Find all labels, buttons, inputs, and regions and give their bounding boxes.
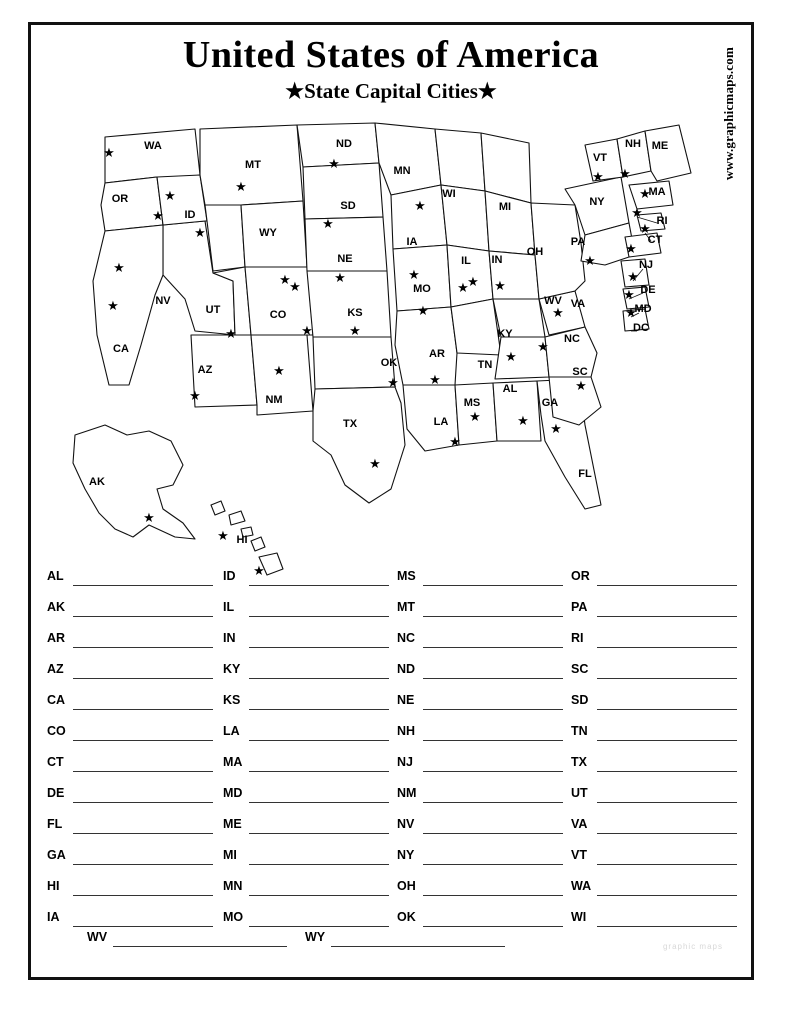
answer-row[interactable] (397, 865, 563, 896)
answer-row[interactable] (571, 803, 737, 834)
map-state-label: NY (589, 196, 605, 208)
answer-row[interactable] (397, 710, 563, 741)
write-in-blank[interactable] (423, 571, 563, 586)
answer-column-2 (223, 555, 389, 927)
capital-star-icon: ★ (494, 278, 506, 293)
write-in-blank[interactable] (73, 757, 213, 772)
capital-star-icon: ★ (253, 563, 265, 578)
map-state-label: MT (245, 159, 261, 171)
map-state-label: LA (433, 416, 449, 428)
capital-star-icon: ★ (113, 260, 125, 275)
capital-star-icon: ★ (289, 279, 301, 294)
answer-column-4 (571, 555, 737, 927)
answer-row[interactable] (223, 803, 389, 834)
answer-row[interactable] (223, 555, 389, 586)
map-state-label: HI (236, 534, 248, 546)
map-state-label: NJ (638, 259, 654, 271)
state-abbr: WI (571, 910, 587, 924)
map-state-label: WA (144, 140, 162, 152)
capital-star-icon: ★ (273, 363, 285, 378)
state-abbr: RI (571, 631, 584, 645)
state-abbr: VA (571, 817, 588, 831)
write-in-blank[interactable] (423, 602, 563, 617)
map-state-label: MI (498, 201, 512, 213)
write-in-blank[interactable] (249, 912, 389, 927)
capital-star-icon: ★ (457, 280, 469, 295)
answer-row[interactable] (47, 741, 213, 772)
answer-row[interactable] (571, 586, 737, 617)
write-in-blank[interactable] (73, 850, 213, 865)
write-in-blank[interactable] (73, 819, 213, 834)
state-abbr: MA (223, 755, 243, 769)
state-abbr: NE (397, 693, 415, 707)
write-in-blank[interactable] (423, 695, 563, 710)
map-state-label: IA (406, 236, 418, 248)
map-state-label: IL (461, 255, 471, 267)
answer-row[interactable] (47, 586, 213, 617)
map-state-label: VA (570, 298, 586, 310)
capital-star-icon: ★ (387, 375, 399, 390)
write-in-blank[interactable] (249, 602, 389, 617)
state-abbr: MN (223, 879, 243, 893)
map-state-label: DE (640, 284, 656, 296)
state-abbr: KS (223, 693, 241, 707)
state-abbr: AK (47, 600, 66, 614)
write-in-blank[interactable] (423, 757, 563, 772)
write-in-blank[interactable] (423, 912, 563, 927)
page-title: United States of America (182, 34, 600, 76)
state-abbr: MI (223, 848, 237, 862)
write-in-blank[interactable] (597, 664, 737, 679)
map-state-label: AZ (197, 364, 213, 376)
state-abbr: CO (47, 724, 66, 738)
state-abbr: MS (397, 569, 416, 583)
capital-star-icon: ★ (592, 169, 604, 184)
capital-star-icon: ★ (517, 413, 529, 428)
map-state-label: ND (336, 138, 352, 150)
map-state-label: UT (205, 304, 221, 316)
map-state-label: MO (413, 283, 431, 295)
state-abbr: SC (571, 662, 589, 676)
map-state-label: IN (491, 254, 503, 266)
capital-star-icon: ★ (349, 323, 361, 338)
answer-row[interactable] (397, 772, 563, 803)
state-abbr: LA (223, 724, 240, 738)
write-in-blank[interactable] (597, 602, 737, 617)
map-state-label: KS (347, 307, 363, 319)
map-state-label: MS (463, 397, 481, 409)
state-abbr: NH (397, 724, 416, 738)
state-abbr: MT (397, 600, 416, 614)
write-in-blank[interactable] (423, 726, 563, 741)
answer-row[interactable] (397, 617, 563, 648)
write-in-blank[interactable] (73, 726, 213, 741)
state-abbr: AZ (47, 662, 64, 676)
map-state-label: OK (380, 357, 398, 369)
capital-star-icon: ★ (279, 272, 291, 287)
answer-row[interactable] (223, 710, 389, 741)
state-abbr: ID (223, 569, 236, 583)
write-in-blank[interactable] (73, 788, 213, 803)
capital-star-icon: ★ (417, 303, 429, 318)
state-abbr: NV (397, 817, 415, 831)
capital-star-icon: ★ (631, 205, 643, 220)
write-in-blank[interactable] (597, 850, 737, 865)
write-in-blank[interactable] (597, 726, 737, 741)
capital-star-icon: ★ (189, 388, 201, 403)
map-state-label: OH (526, 246, 544, 258)
map-state-label: WY (259, 227, 277, 239)
write-in-blank[interactable] (423, 881, 563, 896)
capital-star-icon: ★ (469, 409, 481, 424)
capital-star-icon: ★ (152, 208, 164, 223)
write-in-blank[interactable] (249, 571, 389, 586)
write-in-blank[interactable] (249, 850, 389, 865)
map-state-label: GA (541, 397, 559, 409)
answer-column-3 (397, 555, 563, 927)
write-in-blank[interactable] (597, 571, 737, 586)
map-state-label: ID (184, 209, 196, 221)
state-abbr: PA (571, 600, 588, 614)
capital-star-icon: ★ (639, 221, 651, 236)
map-state-label: NV (155, 295, 171, 307)
capital-star-icon: ★ (369, 456, 381, 471)
write-in-blank[interactable] (249, 881, 389, 896)
map-state-label: SD (340, 200, 356, 212)
state-abbr: NM (397, 786, 417, 800)
answer-row[interactable] (571, 710, 737, 741)
state-abbr: OR (571, 569, 590, 583)
state-abbr: HI (47, 879, 60, 893)
map-state-label: MD (634, 303, 652, 315)
answer-row[interactable] (397, 586, 563, 617)
page-subtitle: ★State Capital Cities★ (285, 79, 497, 103)
answer-row[interactable] (47, 710, 213, 741)
map-state-label: NE (337, 253, 353, 265)
write-in-blank[interactable] (249, 757, 389, 772)
answer-row[interactable] (47, 803, 213, 834)
answer-row[interactable] (571, 896, 737, 927)
answer-row[interactable] (571, 555, 737, 586)
map-state-label: RI (656, 215, 668, 227)
map-state-label: CO (269, 309, 287, 321)
capital-star-icon: ★ (575, 378, 587, 393)
map-state-label: NH (625, 138, 641, 150)
write-in-blank[interactable] (423, 819, 563, 834)
state-abbr: WV (87, 930, 108, 944)
capital-star-icon: ★ (107, 298, 119, 313)
capital-star-icon: ★ (235, 179, 247, 194)
write-in-blank[interactable] (331, 932, 505, 947)
answer-blank-lists (47, 555, 741, 955)
state-abbr: NC (397, 631, 416, 645)
capital-star-icon: ★ (623, 287, 635, 302)
state-abbr: NY (397, 848, 415, 862)
answer-row[interactable] (571, 617, 737, 648)
map-state-label: WV (544, 295, 562, 307)
write-in-blank[interactable] (73, 664, 213, 679)
write-in-blank[interactable] (597, 695, 737, 710)
write-in-blank[interactable] (249, 819, 389, 834)
answer-column-1 (47, 555, 213, 927)
map-state-label: FL (578, 468, 592, 480)
write-in-blank[interactable] (249, 664, 389, 679)
capital-star-icon: ★ (505, 349, 517, 364)
write-in-blank[interactable] (73, 571, 213, 586)
answer-row[interactable] (47, 617, 213, 648)
capital-star-icon: ★ (414, 198, 426, 213)
answer-row[interactable] (397, 555, 563, 586)
map-state-label: TX (342, 418, 358, 430)
write-in-blank[interactable] (73, 695, 213, 710)
answer-row[interactable] (223, 617, 389, 648)
state-abbr: UT (571, 786, 588, 800)
state-abbr: ME (223, 817, 242, 831)
answer-row[interactable] (571, 834, 737, 865)
write-in-blank[interactable] (597, 633, 737, 648)
state-abbr: OK (397, 910, 416, 924)
capital-star-icon: ★ (225, 326, 237, 341)
state-abbr: CA (47, 693, 66, 707)
map-state-label: KY (497, 328, 513, 340)
state-abbr: WY (305, 930, 326, 944)
state-abbr: VT (571, 848, 587, 862)
answer-row[interactable] (47, 555, 213, 586)
state-abbr: NJ (397, 755, 413, 769)
write-in-blank[interactable] (73, 633, 213, 648)
write-in-blank[interactable] (249, 788, 389, 803)
capital-star-icon: ★ (103, 145, 115, 160)
write-in-blank[interactable] (597, 757, 737, 772)
answer-row[interactable] (223, 586, 389, 617)
state-abbr: GA (47, 848, 66, 862)
map-state-label: MA (648, 186, 666, 198)
state-abbr: TN (571, 724, 588, 738)
map-state-label: WI (442, 188, 456, 200)
answer-row[interactable] (223, 741, 389, 772)
capital-star-icon: ★ (301, 323, 313, 338)
capital-star-icon: ★ (467, 274, 479, 289)
map-state-label: TN (477, 359, 493, 371)
state-abbr: AL (47, 569, 64, 583)
answer-row[interactable] (47, 865, 213, 896)
map-state-label: SC (572, 366, 588, 378)
state-abbr: TX (571, 755, 587, 769)
map-state-label: AR (429, 348, 445, 360)
answer-row[interactable] (223, 896, 389, 927)
write-in-blank[interactable] (423, 788, 563, 803)
write-in-blank[interactable] (113, 932, 287, 947)
answer-row[interactable] (571, 741, 737, 772)
answer-row[interactable] (223, 679, 389, 710)
write-in-blank[interactable] (73, 881, 213, 896)
answer-row[interactable] (47, 896, 213, 927)
write-in-blank[interactable] (597, 819, 737, 834)
credit-text: www.graphicmaps.com (721, 47, 736, 181)
map-state-label: CA (113, 343, 129, 355)
answer-row[interactable] (223, 865, 389, 896)
answer-row[interactable] (397, 679, 563, 710)
answer-row[interactable] (305, 927, 505, 947)
capital-star-icon: ★ (639, 186, 651, 201)
state-abbr: DE (47, 786, 65, 800)
state-abbr: MD (223, 786, 243, 800)
capital-star-icon: ★ (584, 253, 596, 268)
capital-star-icon: ★ (194, 225, 206, 240)
answer-row[interactable] (87, 927, 287, 947)
write-in-blank[interactable] (597, 788, 737, 803)
capital-star-icon: ★ (552, 305, 564, 320)
capital-star-icon: ★ (334, 270, 346, 285)
map-state-label: DC (633, 322, 649, 334)
state-abbr: IA (47, 910, 60, 924)
answer-row[interactable] (397, 648, 563, 679)
map-state-label: CT (647, 234, 663, 246)
map-state-label: PA (570, 236, 586, 248)
answer-row[interactable] (223, 834, 389, 865)
write-in-blank[interactable] (597, 881, 737, 896)
state-abbr: SD (571, 693, 589, 707)
map-state-label: OR (111, 193, 129, 205)
write-in-blank[interactable] (249, 726, 389, 741)
answer-row[interactable] (397, 834, 563, 865)
write-in-blank[interactable] (423, 664, 563, 679)
answer-row[interactable] (223, 648, 389, 679)
write-in-blank[interactable] (423, 850, 563, 865)
map-state-label: AK (89, 476, 105, 488)
capital-star-icon: ★ (143, 510, 155, 525)
write-in-blank[interactable] (249, 633, 389, 648)
write-in-blank[interactable] (597, 912, 737, 927)
capital-star-icon: ★ (429, 372, 441, 387)
capital-star-icon: ★ (449, 434, 461, 449)
write-in-blank[interactable] (73, 602, 213, 617)
state-abbr: WA (571, 879, 592, 893)
map-state-label: NM (265, 394, 283, 406)
capital-star-icon: ★ (625, 305, 637, 320)
capital-star-icon: ★ (537, 339, 549, 354)
answer-row[interactable] (571, 772, 737, 803)
capital-star-icon: ★ (627, 269, 639, 284)
map-state-label: NC (564, 333, 580, 345)
capital-star-icon: ★ (550, 421, 562, 436)
capital-star-icon: ★ (619, 166, 631, 181)
answer-row[interactable] (47, 834, 213, 865)
answer-row[interactable] (397, 741, 563, 772)
watermark-text: graphic maps (662, 942, 723, 951)
answer-row[interactable] (397, 896, 563, 927)
state-abbr: ND (397, 662, 416, 676)
answer-row[interactable] (397, 803, 563, 834)
answer-row[interactable] (571, 865, 737, 896)
worksheet-frame (28, 22, 754, 980)
usa-map (45, 85, 725, 578)
map-state-label: AL (502, 383, 518, 395)
answer-row[interactable] (571, 679, 737, 710)
capital-star-icon: ★ (328, 156, 340, 171)
write-in-blank[interactable] (423, 633, 563, 648)
state-abbr: OH (397, 879, 416, 893)
answer-row[interactable] (47, 679, 213, 710)
write-in-blank[interactable] (249, 695, 389, 710)
capital-star-icon: ★ (322, 216, 334, 231)
capital-star-icon: ★ (217, 528, 229, 543)
state-abbr: MO (223, 910, 244, 924)
answer-row[interactable] (571, 648, 737, 679)
answer-row[interactable] (47, 772, 213, 803)
state-abbr: KY (223, 662, 241, 676)
answer-row[interactable] (223, 772, 389, 803)
state-abbr: IL (223, 600, 235, 614)
map-state-label: MN (393, 165, 411, 177)
state-abbr: CT (47, 755, 64, 769)
state-abbr: AR (47, 631, 66, 645)
capital-star-icon: ★ (408, 267, 420, 282)
capital-star-icon: ★ (164, 188, 176, 203)
answer-row[interactable] (47, 648, 213, 679)
capital-star-icon: ★ (625, 241, 637, 256)
map-state-label: VT (592, 152, 608, 164)
bottom-answer-row (47, 927, 741, 957)
state-abbr: IN (223, 631, 236, 645)
write-in-blank[interactable] (73, 912, 213, 927)
map-state-label: ME (651, 140, 669, 152)
state-abbr: FL (47, 817, 63, 831)
